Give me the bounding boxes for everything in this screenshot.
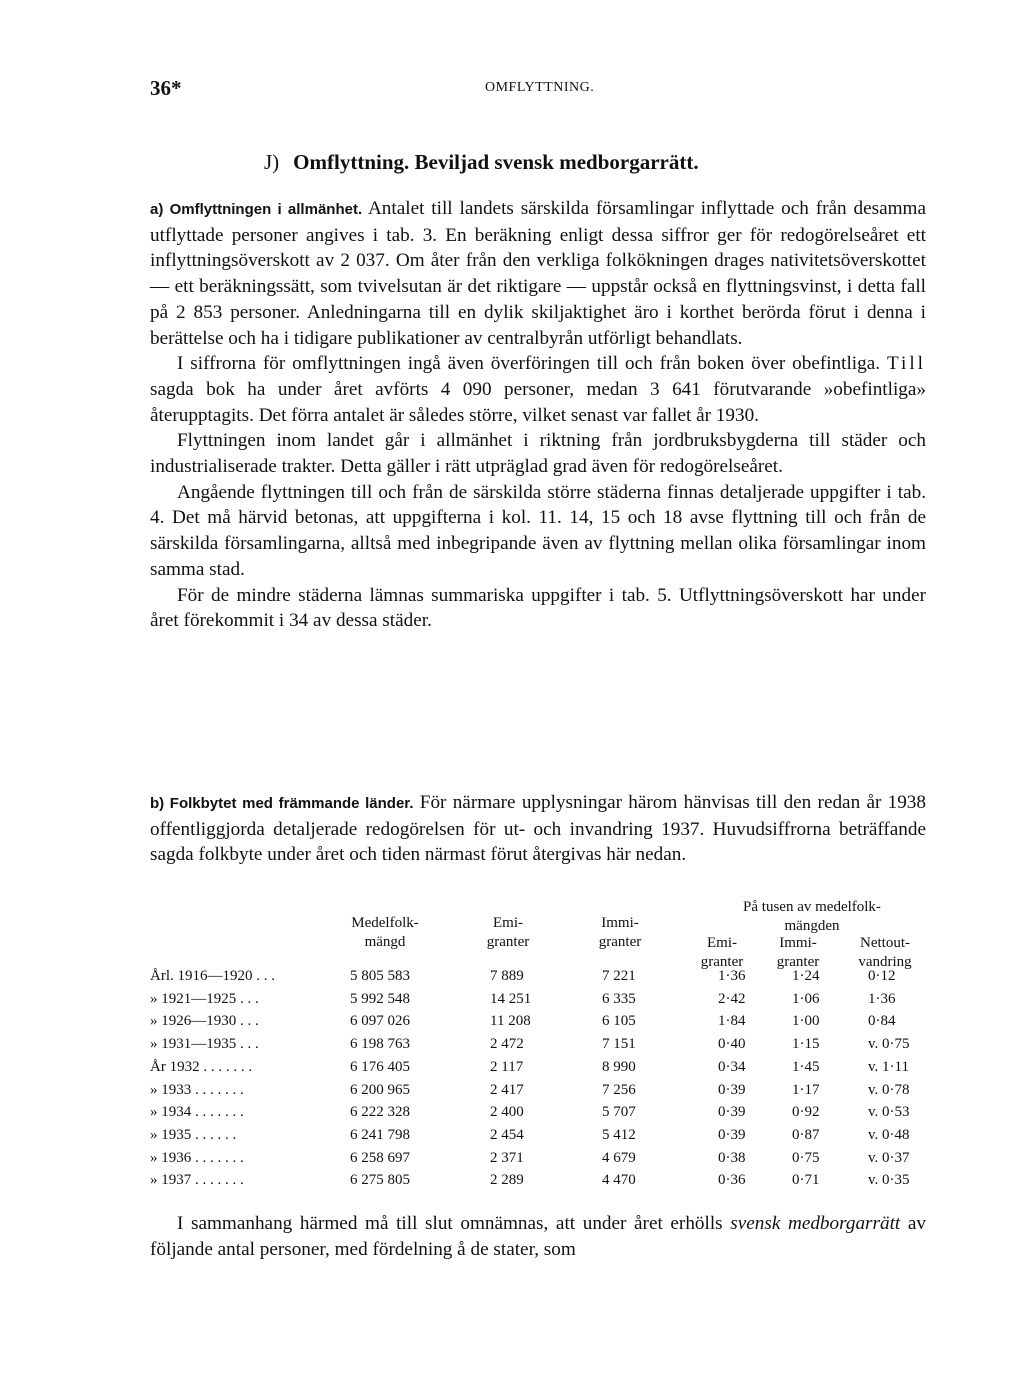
table-cell-pop: 6 097 026 xyxy=(350,1013,410,1030)
paragraph xyxy=(150,1211,926,1262)
section-title xyxy=(264,150,699,175)
paragraph-text: I sammanhang härmed må till slut omnämnas, att under året erhölls xyxy=(177,1213,723,1234)
table-cell-r3: v. 0·75 xyxy=(868,1036,910,1053)
table-row xyxy=(150,968,926,990)
table-cell-pop: 6 241 798 xyxy=(350,1126,410,1143)
table-row xyxy=(150,1127,926,1149)
table-cell-r2: 1·45 xyxy=(792,1058,820,1075)
table-cell-r2: 1·17 xyxy=(792,1081,820,1098)
table-cell-emi: 14 251 xyxy=(490,990,532,1007)
table-cell-imm: 5 412 xyxy=(602,1126,636,1143)
table-cell-pop: 6 275 805 xyxy=(350,1172,410,1189)
table-cell-r1: 0·39 xyxy=(718,1104,746,1121)
table-cell-pop: 6 198 763 xyxy=(350,1036,410,1053)
table-cell-r2: 0·71 xyxy=(792,1172,820,1189)
table-cell-emi: 2 400 xyxy=(490,1104,524,1121)
table-cell-label: » 1926—1930 . . . xyxy=(150,1013,259,1030)
table-cell-r1: 0·40 xyxy=(718,1036,746,1053)
table-cell-pop: 6 222 328 xyxy=(350,1104,410,1121)
table-cell-emi: 2 289 xyxy=(490,1172,524,1189)
table-cell-emi: 11 208 xyxy=(490,1013,531,1030)
spaced-word: Till xyxy=(886,353,926,375)
table-cell-emi: 2 472 xyxy=(490,1036,524,1053)
table-row xyxy=(150,1059,926,1081)
table-cell-r3: v. 1·11 xyxy=(868,1058,909,1075)
table-cell-emi: 7 889 xyxy=(490,968,524,984)
paragraph-text: av följande antal personer, med fördelning å de stater, som xyxy=(150,1213,926,1260)
table-row xyxy=(150,1150,926,1172)
table-row xyxy=(150,1082,926,1104)
table-cell-r3: 0·84 xyxy=(868,1013,896,1030)
table-cell-r1: 0·39 xyxy=(718,1081,746,1098)
paragraph xyxy=(150,790,926,868)
table-cell-label: » 1936 . . . . . . . xyxy=(150,1149,244,1166)
table-cell-label: År 1932 . . . . . . . xyxy=(150,1058,253,1075)
section-title-text: Omflyttning. Beviljad svensk medborgarrätt. xyxy=(293,150,699,174)
table-cell-imm: 4 679 xyxy=(602,1149,636,1166)
paragraph: För de mindre städerna lämnas summariska uppgifter i tab. 5. Utflyttningsöverskott har under året förekommit i 34 av dessa städer. xyxy=(150,584,926,632)
table-cell-r2: 0·75 xyxy=(792,1149,820,1166)
table-cell-imm: 7 221 xyxy=(602,968,636,984)
table-cell-r3: v. 0·37 xyxy=(868,1149,910,1166)
table-cell-label: » 1933 . . . . . . . xyxy=(150,1081,244,1098)
table-cell-emi: 2 117 xyxy=(490,1058,524,1075)
table-cell-label: » 1934 . . . . . . . xyxy=(150,1104,244,1121)
table-cell-label: » 1931—1935 . . . xyxy=(150,1036,259,1053)
table-row xyxy=(150,1104,926,1126)
table-header-imm: Immi- granter xyxy=(598,915,642,950)
table-cell-label: » 1921—1925 . . . xyxy=(150,990,259,1007)
table-row xyxy=(150,1172,926,1194)
paragraph xyxy=(150,351,926,428)
paragraph-text: sagda bok ha under året avförts 4 090 personer, medan 3 641 förutvarande »obefintliga» återupptagits. Det förra antalet är således större, vilket senast var fallet år 1930. xyxy=(150,378,926,426)
page-number: 36* xyxy=(150,76,182,100)
table-cell-r2: 1·00 xyxy=(792,1013,820,1030)
table-cell-imm: 7 151 xyxy=(602,1036,636,1053)
table-cell-r1: 1·84 xyxy=(718,1013,746,1030)
table-header-rate-emi: Emi- granter xyxy=(700,935,744,970)
table-cell-pop: 5 805 583 xyxy=(350,968,410,984)
table-cell-pop: 6 200 965 xyxy=(350,1081,410,1098)
paragraph-text: I siffrorna för omflyttningen ingå även överföringen till och från boken över obefintliga. xyxy=(177,353,881,375)
table-row xyxy=(150,991,926,1013)
table-cell-r1: 2·42 xyxy=(718,990,746,1007)
table-cell-pop: 5 992 548 xyxy=(350,990,410,1007)
table-group-header: På tusen av medelfolk- mängden xyxy=(743,899,881,934)
paragraph xyxy=(150,196,926,351)
table-cell-r1: 0·34 xyxy=(718,1058,746,1075)
table-cell-r3: v. 0·35 xyxy=(868,1172,910,1189)
paragraph-text: För närmare upplysningar härom hänvisas till den redan år 1938 offentliggjorda detaljerade redogörelsen för ut- och invandring 1937. Huvudsiffrorna beträffande sagda folkbyte under året och tiden närmast förut återgivas här nedan. xyxy=(150,792,926,866)
run-in-heading: b) Folkbytet med främmande länder. xyxy=(150,795,414,812)
table-cell-label: » 1935 . . . . . . xyxy=(150,1126,237,1143)
run-in-heading: a) Omflyttningen i allmänhet. xyxy=(150,201,363,218)
table-cell-imm: 8 990 xyxy=(602,1058,636,1075)
table-row xyxy=(150,1036,926,1058)
table-cell-emi: 2 371 xyxy=(490,1149,524,1166)
paragraph: Angående flyttningen till och från de särskilda större städerna finnas detaljerade uppgifter i tab. 4. Det må härvid betonas, att uppgifterna i kol. 11. 14, 15 och 18 avse flyttning till och från de särskilda församlingarna, alltså med inbegripande även av flyttning mellan olika församlingar inom samma stad. xyxy=(150,481,926,580)
table-cell-r1: 0·36 xyxy=(718,1172,746,1189)
table-cell-imm: 7 256 xyxy=(602,1081,636,1098)
paragraph: Flyttningen inom landet går i allmänhet i riktning från jordbruksbygderna till städer och industrialiserade trakter. Detta gäller i rätt utpräglad grad även för redogörelseåret. xyxy=(150,430,926,478)
table-cell-r1: 0·38 xyxy=(718,1149,746,1166)
closing-text xyxy=(150,1211,926,1262)
table-cell-r2: 0·92 xyxy=(792,1104,820,1121)
part-a-text xyxy=(150,196,926,634)
table-row xyxy=(150,1013,926,1035)
table-cell-r2: 0·87 xyxy=(792,1126,820,1143)
table-header-pop: Medelfolk- mängd xyxy=(351,915,419,950)
table-header-rate-imm: Immi- granter xyxy=(776,935,820,970)
table-cell-imm: 5 707 xyxy=(602,1104,636,1121)
part-b-text xyxy=(150,790,926,868)
running-title: OMFLYTTNING. xyxy=(485,80,595,95)
migration-table xyxy=(150,898,926,1198)
section-letter: J) xyxy=(264,150,280,174)
paragraph-text: Antalet till landets särskilda församlingar inflyttade och från desamma utflyttade personer angives i tab. 3. En beräkning enligt dessa siffror ger för redogörelseåret ett inflyttningsöverskott av 2 037. Om åter från den verkliga folkökningen drages nativitetsöverskottet — ett beräkningssätt, som tvivelsutan är det riktigare — uppstår också en flyttningsvinst, i detta fall på 2 853 personer. Anledningarna till en dylik skiljaktighet äro i korthet berörda förut i denna i berättelse och ha i tidigare publikationer av centralbyrån utförligt behandlats. xyxy=(150,198,926,349)
table-cell-r2: 1·06 xyxy=(792,990,820,1007)
table-cell-r1: 0·39 xyxy=(718,1126,746,1143)
table-cell-imm: 6 105 xyxy=(602,1013,636,1030)
table-cell-label: » 1937 . . . . . . . xyxy=(150,1172,244,1189)
table-cell-imm: 6 335 xyxy=(602,990,636,1007)
table-cell-pop: 6 258 697 xyxy=(350,1149,410,1166)
table-cell-pop: 6 176 405 xyxy=(350,1058,410,1075)
table-cell-r2: 1·24 xyxy=(792,968,820,984)
table-cell-emi: 2 454 xyxy=(490,1126,524,1143)
table-cell-r3: 0·12 xyxy=(868,968,896,984)
table-cell-r2: 1·15 xyxy=(792,1036,820,1053)
table-cell-emi: 2 417 xyxy=(490,1081,524,1098)
table-cell-label: Årl. 1916—1920 . . . xyxy=(150,968,275,984)
italic-term: svensk medborgarrätt xyxy=(730,1213,901,1234)
table-cell-imm: 4 470 xyxy=(602,1172,636,1189)
table-cell-r3: v. 0·53 xyxy=(868,1104,910,1121)
table-header-net: Nettout- vandring xyxy=(858,935,912,970)
table-header-emi: Emi- granter xyxy=(486,915,530,950)
table-cell-r3: v. 0·48 xyxy=(868,1126,910,1143)
table-cell-r3: v. 0·78 xyxy=(868,1081,910,1098)
table-cell-r3: 1·36 xyxy=(868,990,896,1007)
table-cell-r1: 1·36 xyxy=(718,968,746,984)
